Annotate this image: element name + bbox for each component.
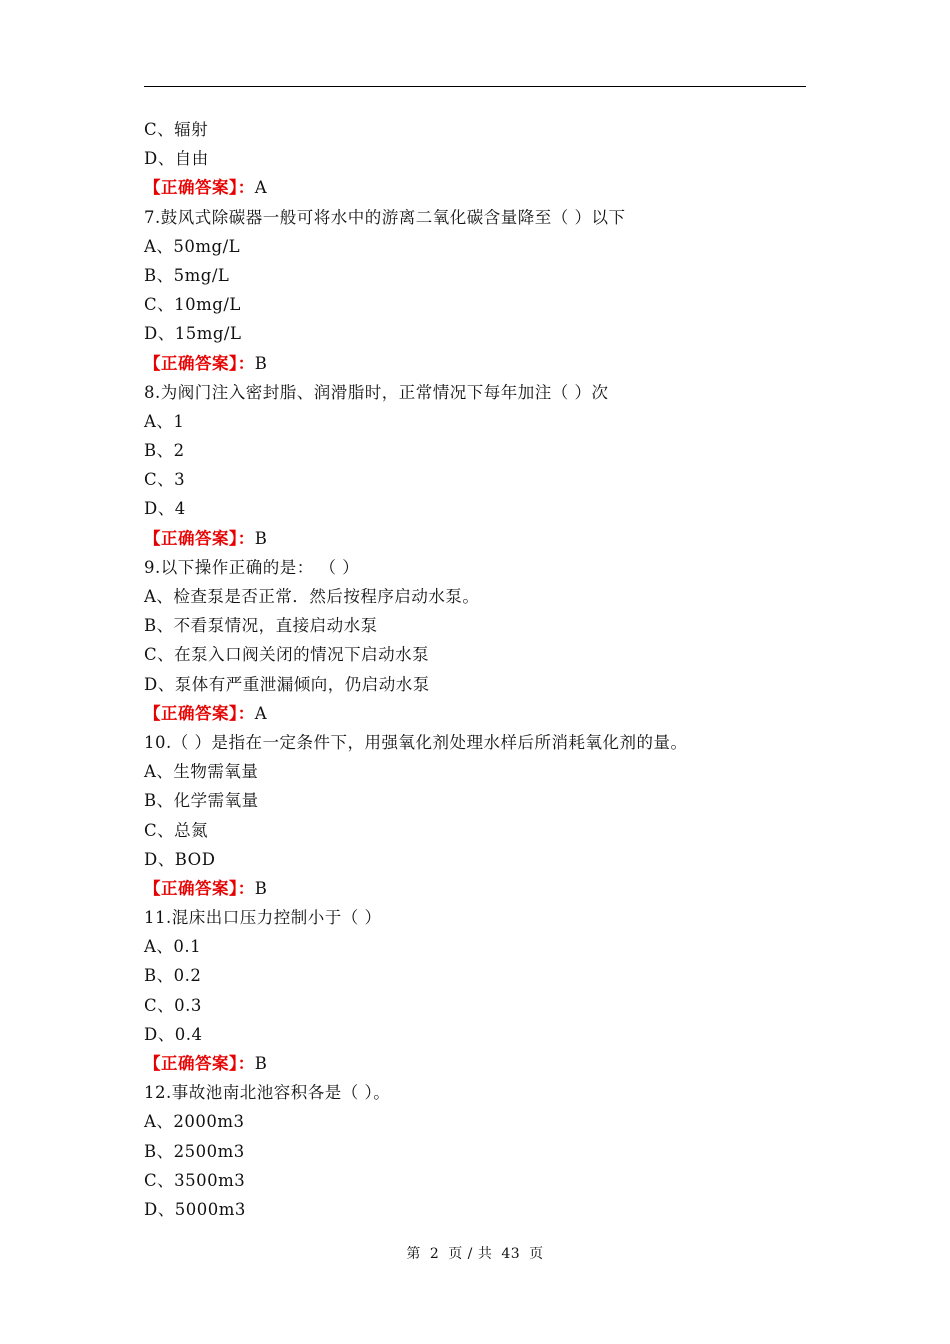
- question-text: 7.鼓风式除碳器一般可将水中的游离二氧化碳含量降至（ ）以下: [144, 207, 626, 227]
- answer-line: [144, 699, 806, 728]
- option-text: B、2: [144, 441, 185, 461]
- answer-line: [144, 173, 806, 202]
- footer-prefix: 第: [406, 1246, 421, 1262]
- option-text: D、自由: [144, 149, 209, 169]
- answer-label: 【正确答案】：: [144, 878, 255, 898]
- question-text: 12.事故池南北池容积各是（ ）。: [144, 1083, 391, 1103]
- option-text: B、0.2: [144, 966, 202, 986]
- option-text: B、化学需氧量: [144, 791, 259, 811]
- answer-label: 【正确答案】：: [144, 353, 255, 373]
- option-text: C、10mg/L: [144, 295, 241, 315]
- option-text: B、不看泵情况，直接启动水泵: [144, 616, 378, 636]
- option-text: C、3: [144, 470, 186, 490]
- footer-suffix: 页: [529, 1246, 544, 1262]
- answer-line: [144, 524, 806, 553]
- option-text: D、0.4: [144, 1024, 203, 1044]
- answer-label: 【正确答案】：: [144, 178, 255, 198]
- option-text: C、0.3: [144, 995, 202, 1015]
- option-text: C、辐射: [144, 120, 209, 139]
- option-text: D、4: [144, 499, 186, 519]
- option-text: A、生物需氧量: [144, 762, 259, 782]
- question-text: 8.为阀门注入密封脂、润滑脂时，正常情况下每年加注（ ）次: [144, 382, 609, 402]
- question-text: 10.（ ）是指在一定条件下，用强氧化剂处理水样后所消耗氧化剂的量。: [144, 732, 688, 752]
- footer-mid: 页 / 共: [448, 1246, 493, 1262]
- answer-line: [144, 1049, 806, 1078]
- option-text: A、0.1: [144, 937, 202, 957]
- header-rule: [144, 86, 806, 87]
- option-text: B、2500m3: [144, 1141, 245, 1161]
- option-text: A、50mg/L: [144, 236, 241, 256]
- answer-value: B: [254, 1054, 268, 1073]
- option-text: D、5000m3: [144, 1199, 246, 1219]
- answer-line: [144, 349, 806, 378]
- option-text: D、BOD: [144, 849, 216, 869]
- answer-value: B: [254, 528, 268, 548]
- footer-page-number: 2: [429, 1246, 440, 1262]
- option-text: B、5mg/L: [144, 265, 230, 285]
- page-footer: [0, 1243, 950, 1263]
- option-text: A、检查泵是否正常．然后按程序启动水泵。: [144, 587, 480, 606]
- option-text: D、泵体有严重泄漏倾向，仍启动水泵: [144, 674, 430, 694]
- document-body: [144, 115, 806, 1224]
- answer-label: 【正确答案】：: [144, 528, 255, 548]
- option-text: D、15mg/L: [144, 324, 242, 344]
- answer-value: A: [254, 178, 268, 198]
- answer-label: 【正确答案】：: [144, 703, 255, 723]
- footer-total-pages: 43: [501, 1246, 521, 1262]
- answer-value: B: [254, 878, 268, 898]
- question-text: 9.以下操作正确的是： （ ）: [144, 557, 360, 577]
- option-text: C、总氮: [144, 820, 209, 840]
- answer-value: A: [254, 703, 268, 723]
- option-text: C、3500m3: [144, 1170, 246, 1190]
- option-text: A、1: [144, 411, 185, 431]
- answer-label: 【正确答案】：: [144, 1054, 255, 1073]
- answer-value: B: [254, 353, 268, 373]
- question-text: 11.混床出口压力控制小于（ ）: [144, 908, 382, 928]
- option-text: C、在泵入口阀关闭的情况下启动水泵: [144, 645, 430, 665]
- answer-line: [144, 874, 806, 903]
- option-text: A、2000m3: [144, 1112, 245, 1132]
